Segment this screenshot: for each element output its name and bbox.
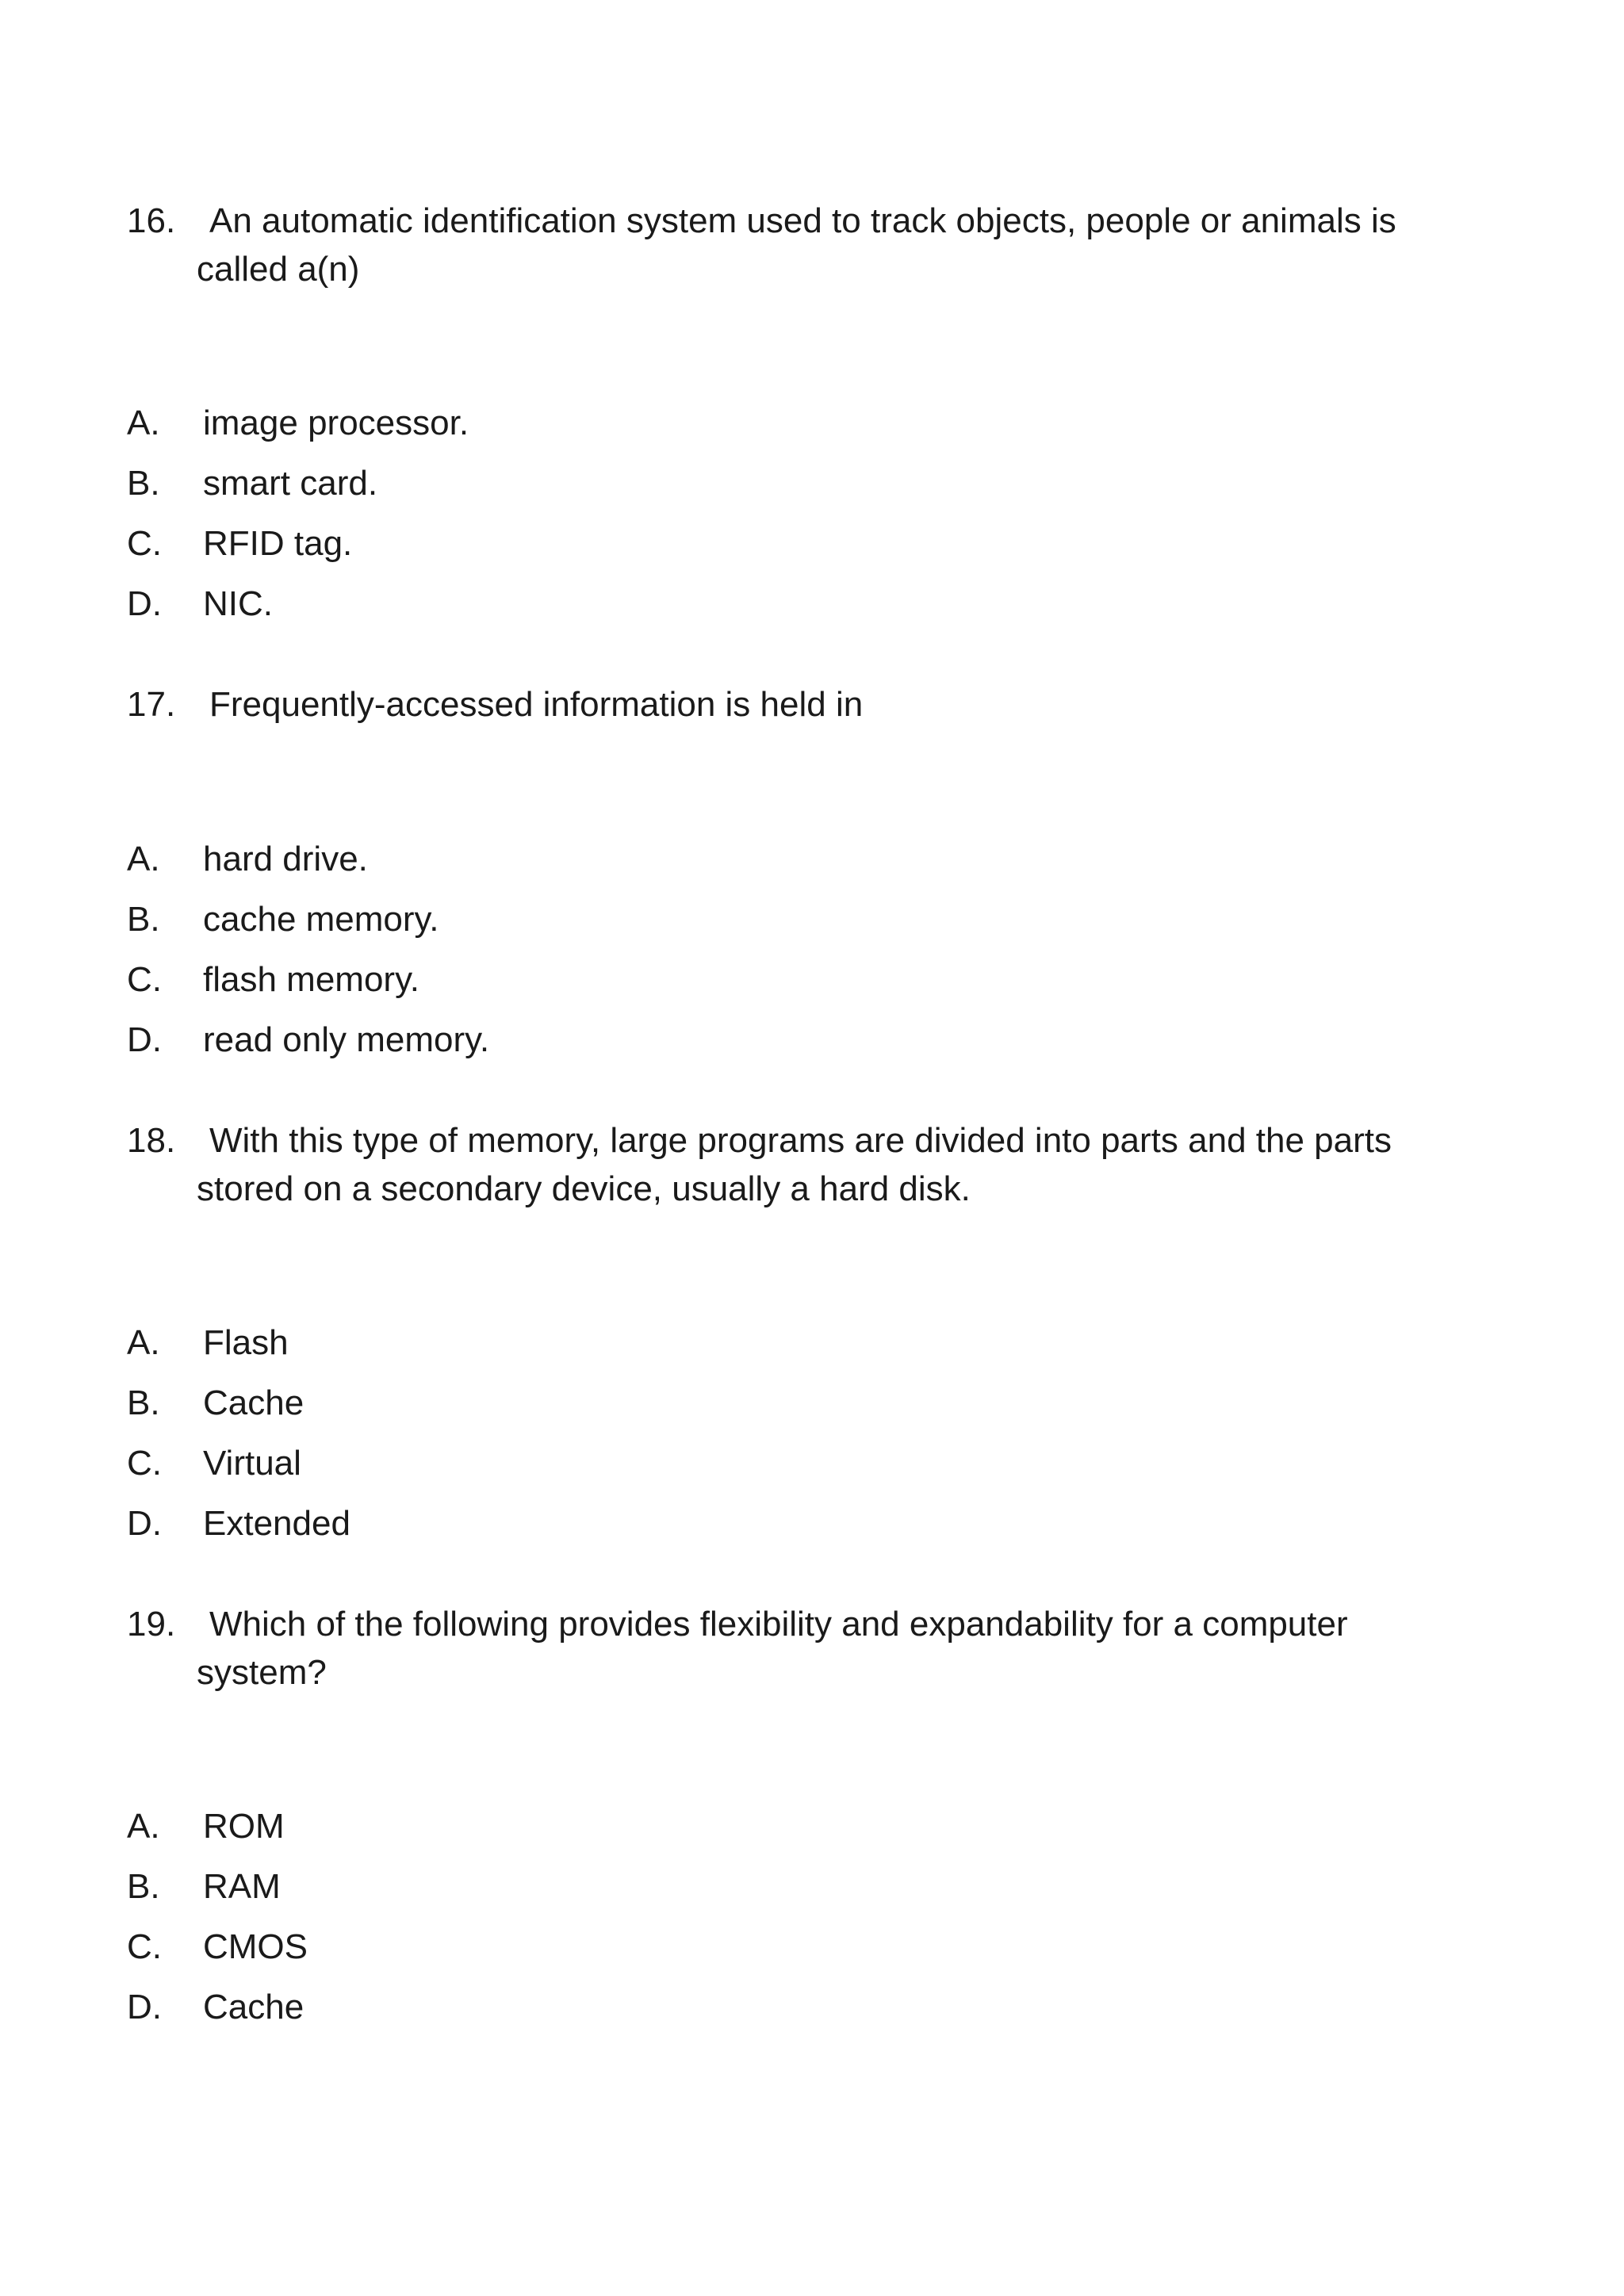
option-letter: B. bbox=[127, 900, 160, 939]
question-18 bbox=[127, 1116, 1475, 1213]
option-text: Virtual bbox=[203, 1444, 301, 1483]
option-letter: B. bbox=[127, 1383, 160, 1422]
option-letter: D. bbox=[127, 1020, 162, 1059]
option-text: RFID tag. bbox=[203, 524, 353, 563]
option-text: read only memory. bbox=[203, 1020, 490, 1059]
option-text: Cache bbox=[203, 1988, 304, 2026]
option-letter: B. bbox=[127, 1867, 160, 1906]
option-text: NIC. bbox=[203, 584, 273, 623]
option-text: hard drive. bbox=[203, 840, 368, 878]
option-text: cache memory. bbox=[203, 900, 439, 939]
option-letter: A. bbox=[127, 1807, 160, 1846]
option-letter: C. bbox=[127, 1927, 162, 1966]
question-text: An automatic identification system used to track objects, people or animals is called a(n) bbox=[197, 201, 1396, 289]
option-letter: D. bbox=[127, 1988, 162, 2026]
option-text: Cache bbox=[203, 1383, 304, 1422]
question-text: With this type of memory, large programs are divided into parts and the parts stored on a secondary device, usually a hard disk. bbox=[197, 1121, 1392, 1208]
option-letter: C. bbox=[127, 524, 162, 563]
option-letter: A. bbox=[127, 404, 160, 442]
option-text: ROM bbox=[203, 1807, 285, 1846]
question-number: 19. bbox=[127, 1605, 176, 1644]
question-text: Frequently-accessed information is held in bbox=[209, 685, 864, 724]
option-text: CMOS bbox=[203, 1927, 308, 1966]
question-16 bbox=[127, 197, 1475, 293]
option-text: RAM bbox=[203, 1867, 281, 1906]
question-17 bbox=[127, 680, 1475, 729]
option-text: Extended bbox=[203, 1504, 350, 1543]
option-text: flash memory. bbox=[203, 960, 420, 999]
option-letter: D. bbox=[127, 1504, 162, 1543]
option-letter: D. bbox=[127, 584, 162, 623]
option-letter: B. bbox=[127, 464, 160, 503]
option-text: image processor. bbox=[203, 404, 469, 442]
option-letter: C. bbox=[127, 1444, 162, 1483]
question-number: 17. bbox=[127, 685, 176, 724]
option-text: smart card. bbox=[203, 464, 378, 503]
option-letter: A. bbox=[127, 1323, 160, 1362]
question-number: 18. bbox=[127, 1121, 176, 1160]
option-letter: C. bbox=[127, 960, 162, 999]
question-text: Which of the following provides flexibility and expandability for a computer system? bbox=[197, 1605, 1348, 1692]
option-letter: A. bbox=[127, 840, 160, 878]
question-number: 16. bbox=[127, 201, 176, 240]
option-text: Flash bbox=[203, 1323, 289, 1362]
question-19 bbox=[127, 1600, 1475, 1697]
